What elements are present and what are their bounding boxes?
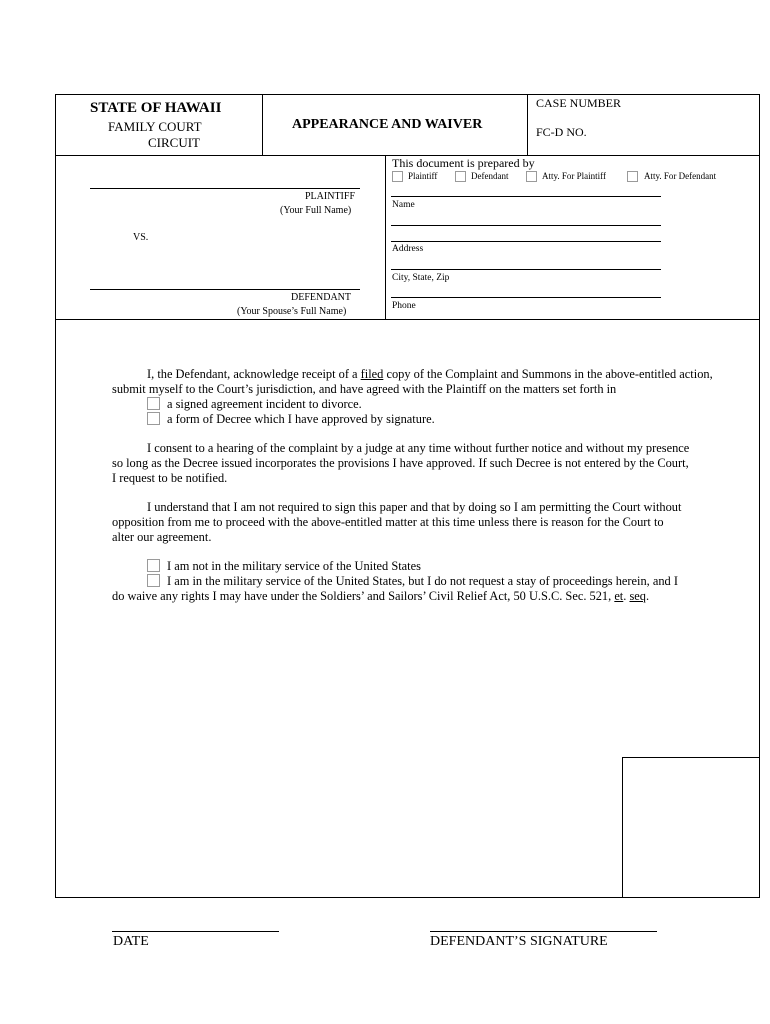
atty-plaintiff-checkbox[interactable]: [526, 171, 537, 182]
court-name: FAMILY COURT: [108, 119, 202, 134]
header-divider-2: [527, 95, 528, 155]
date-label: DATE: [113, 934, 149, 949]
defendant-checkbox[interactable]: [455, 171, 466, 182]
parties-divider: [385, 156, 386, 319]
plaintiff-option-label: Plaintiff: [408, 171, 438, 181]
paragraph-3-line-1: I understand that I am not required to sign this paper and that by doing so I am permitting the Court without: [147, 500, 682, 514]
paragraph-2-line-1: I consent to a hearing of the complaint by a judge at any time without further notice and without my presence: [147, 441, 690, 455]
address-field-line[interactable]: [391, 241, 661, 242]
seq-text: seq: [629, 589, 646, 603]
signed-agreement-label: a signed agreement incident to divorce.: [167, 397, 362, 411]
paragraph-2-line-3: I request to be notified.: [112, 471, 228, 485]
versus-label: VS.: [133, 232, 149, 243]
parties-bottom-rule: [56, 319, 759, 320]
header-divider-1: [262, 95, 263, 155]
atty-plaintiff-option-label: Atty. For Plaintiff: [542, 171, 607, 181]
city-field-line[interactable]: [391, 269, 661, 270]
military-checkbox[interactable]: [147, 574, 160, 587]
decree-form-checkbox[interactable]: [147, 412, 160, 425]
signature-label: DEFENDANT’S SIGNATURE: [430, 934, 608, 949]
state-heading: STATE OF HAWAII: [90, 100, 222, 116]
paragraph-1-line-1: [147, 367, 713, 382]
phone-field-label: Phone: [392, 301, 416, 311]
decree-form-label: a form of Decree which I have approved by signature.: [167, 412, 435, 426]
form-title: APPEARANCE AND WAIVER: [292, 117, 483, 132]
plaintiff-sublabel: (Your Full Name): [280, 205, 352, 216]
case-number-field[interactable]: FC-D NO.: [536, 125, 587, 139]
defendant-sublabel: (Your Spouse’s Full Name): [237, 306, 347, 317]
military-text-end: .: [646, 589, 650, 603]
circuit-label: CIRCUIT: [148, 135, 200, 150]
military-label-line-2: do waive any rights I may have under the Soldiers’ and Sailors’ Civil Relief Act, 50 U.S.C. Sec. 521, et. seq.: [112, 589, 650, 603]
atty-defendant-checkbox[interactable]: [627, 171, 638, 182]
atty-defendant-option-label: Atty. For Defendant: [644, 171, 717, 181]
p1-filed: filed: [360, 367, 384, 381]
case-number-label: CASE NUMBER: [536, 96, 622, 110]
plaintiff-checkbox[interactable]: [392, 171, 403, 182]
p1-text-a: I, the Defendant, acknowledge receipt of a: [147, 367, 361, 381]
military-text-a: do waive any rights I may have under the Soldiers’ and Sailors’ Civil Relief Act, 50 U.S.C. Sec. 521,: [112, 589, 615, 603]
paragraph-3-line-2: opposition from me to proceed with the above-entitled matter at this time unless there is reason for the Court to: [112, 515, 664, 529]
p1-text-b: copy of the Complaint and Summons in the above-entitled action,: [383, 367, 713, 381]
plaintiff-label: PLAINTIFF: [305, 191, 356, 202]
name-field-line[interactable]: [391, 196, 661, 197]
date-line[interactable]: [112, 931, 279, 932]
signed-agreement-checkbox[interactable]: [147, 397, 160, 410]
city-field-label: City, State, Zip: [392, 273, 450, 283]
address-field-label: Address: [392, 244, 424, 254]
paragraph-2-line-2: so long as the Decree issued incorporates the provisions I have approved. If such Decree is not entered by the Court,: [112, 456, 689, 470]
prepared-by-heading: This document is prepared by: [392, 156, 535, 170]
signature-line[interactable]: [430, 931, 657, 932]
paragraph-3-line-3: alter our agreement.: [112, 530, 212, 544]
not-military-label: I am not in the military service of the United States: [167, 559, 421, 573]
name-field-label: Name: [392, 200, 415, 210]
defendant-option-label: Defendant: [471, 171, 509, 181]
name-field-line-2[interactable]: [391, 225, 661, 226]
phone-field-line[interactable]: [391, 297, 661, 298]
not-military-checkbox[interactable]: [147, 559, 160, 572]
paragraph-1-line-2: submit myself to the Court’s jurisdiction, and have agreed with the Plaintiff on the matters set forth in: [112, 382, 617, 396]
court-stamp-box: [622, 757, 760, 898]
defendant-label: DEFENDANT: [291, 292, 351, 303]
et-text: et: [614, 589, 624, 603]
plaintiff-name-line[interactable]: [90, 188, 360, 189]
military-label-line-1: I am in the military service of the United States, but I do not request a stay of proceedings herein, and I: [167, 574, 678, 588]
defendant-name-line[interactable]: [90, 289, 360, 290]
